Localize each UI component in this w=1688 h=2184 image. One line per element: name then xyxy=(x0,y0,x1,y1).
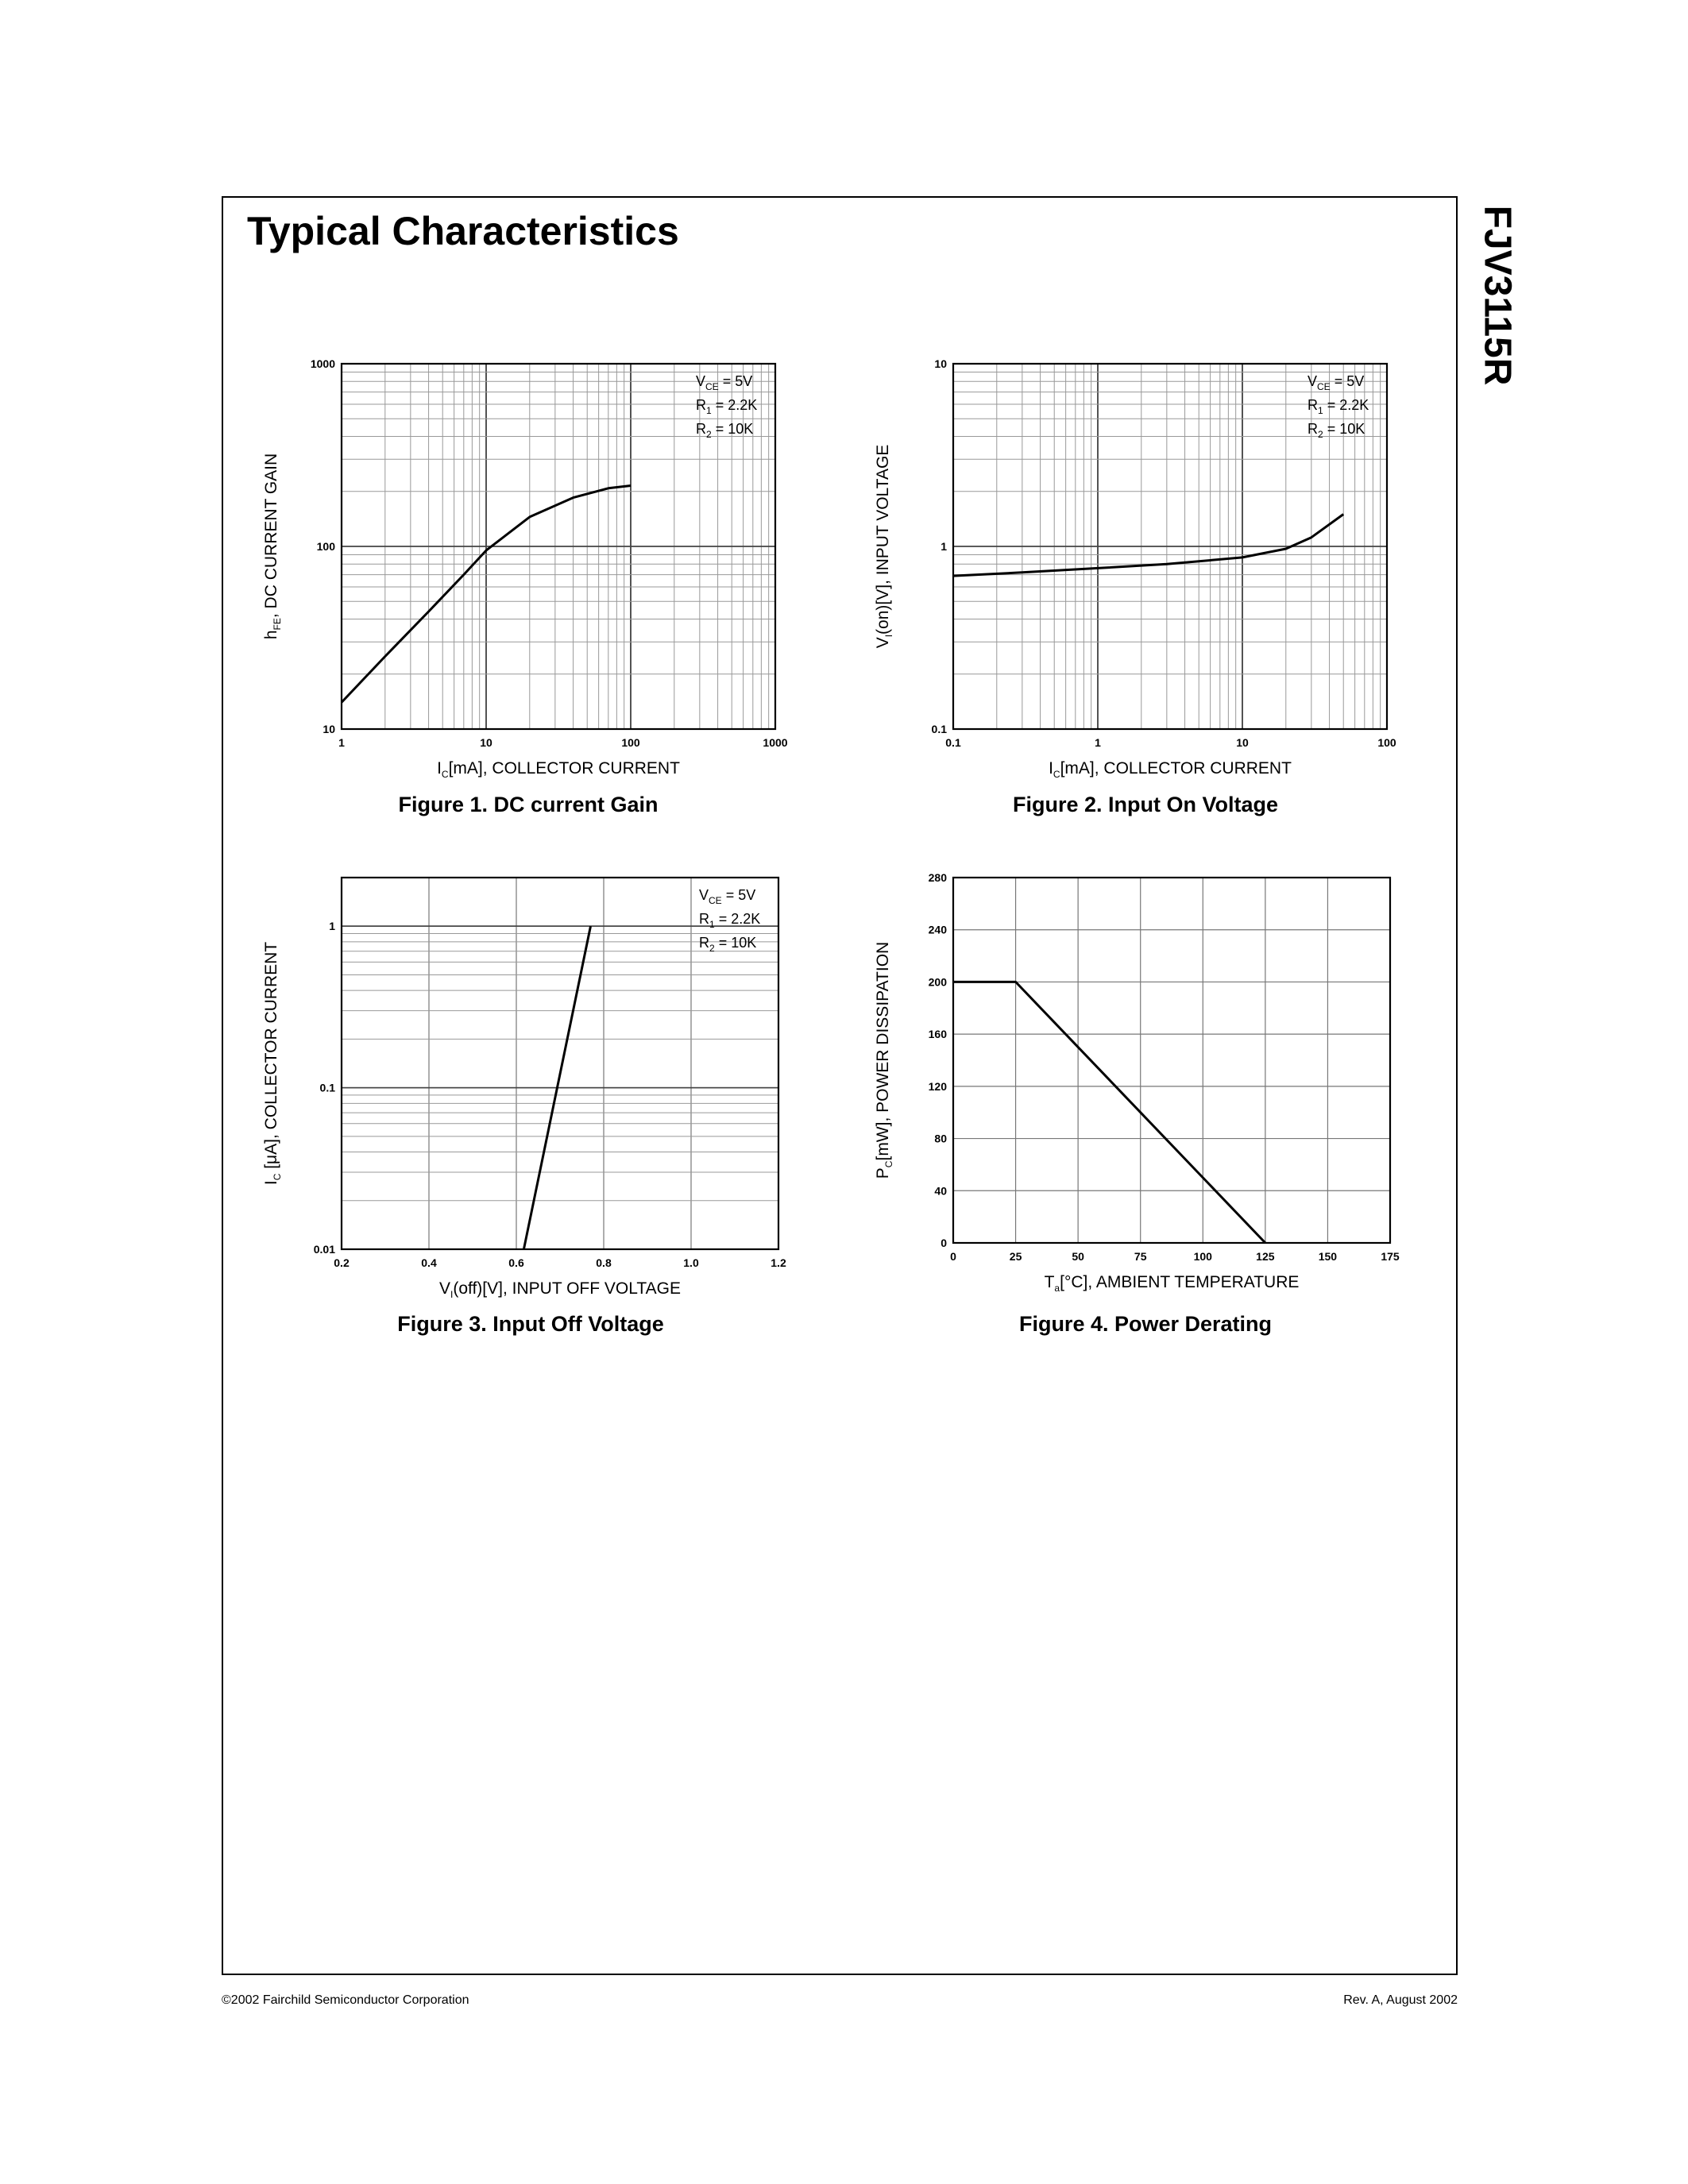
x-tick-label: 1.2 xyxy=(771,1256,786,1269)
y-tick-label: 160 xyxy=(928,1028,947,1041)
x-axis-label: $I_C[mA]$, COLLECTOR CURRENT xyxy=(1049,759,1292,780)
condition-label: $V_{CE} = 5V$ xyxy=(696,373,753,392)
y-tick-label: 0.01 xyxy=(313,1243,335,1256)
y-tick-label: 100 xyxy=(316,540,335,553)
condition-label: $R_1 = 2.2K$ xyxy=(696,397,758,416)
y-tick-label: 0.1 xyxy=(931,723,947,735)
y-tick-label: 10 xyxy=(934,357,947,370)
x-tick-label: 0.6 xyxy=(508,1256,524,1269)
y-tick-label: 40 xyxy=(934,1184,947,1198)
x-axis-label: $V_I(off)[V]$, INPUT OFF VOLTAGE xyxy=(438,1279,682,1300)
x-tick-label: 1.0 xyxy=(683,1256,699,1269)
y-tick-label: 280 xyxy=(928,871,947,884)
condition-label: $R_1 = 2.2K$ xyxy=(1308,397,1369,416)
condition-label: $V_{CE} = 5V$ xyxy=(699,887,756,906)
x-tick-label: 0.1 xyxy=(945,736,961,749)
figure-1-grid xyxy=(342,364,775,729)
x-tick-label: 0 xyxy=(950,1250,956,1263)
series-line xyxy=(953,982,1265,1243)
footer-copyright: ©2002 Fairchild Semiconductor Corporation xyxy=(222,1993,469,2007)
figure-1-chart xyxy=(254,341,810,786)
figure-2-chart xyxy=(866,341,1422,786)
condition-label: $V_{CE} = 5V$ xyxy=(1308,373,1365,392)
x-tick-label: 0.2 xyxy=(334,1256,350,1269)
y-tick-label: 0.1 xyxy=(319,1081,335,1094)
x-tick-label: 10 xyxy=(480,736,492,749)
y-axis-label: $I_C$ [μA], COLLECTOR CURRENT xyxy=(262,941,283,1186)
y-tick-label: 240 xyxy=(928,923,947,936)
x-tick-label: 10 xyxy=(1236,736,1249,749)
x-tick-label: 100 xyxy=(1193,1250,1212,1263)
figure-4-chart xyxy=(866,858,1422,1310)
x-tick-label: 1 xyxy=(338,736,345,749)
x-tick-label: 75 xyxy=(1134,1250,1147,1263)
figure-4-caption: Figure 4. Power Derating xyxy=(1018,1312,1273,1336)
series-line xyxy=(953,515,1343,577)
x-tick-label: 25 xyxy=(1009,1250,1022,1263)
y-axis-label: $h_{FE}$, DC CURRENT GAIN xyxy=(262,453,283,640)
condition-label: $R_2 = 10K$ xyxy=(699,935,757,954)
y-tick-label: 200 xyxy=(928,975,947,989)
x-tick-label: 0.4 xyxy=(421,1256,437,1269)
footer-revision: Rev. A, August 2002 xyxy=(1343,1993,1458,2007)
x-tick-label: 125 xyxy=(1256,1250,1275,1263)
figure-2-grid xyxy=(953,364,1387,729)
y-tick-label: 80 xyxy=(934,1132,947,1145)
y-tick-label: 1000 xyxy=(310,357,335,370)
x-tick-label: 150 xyxy=(1318,1250,1338,1263)
figure-3-grid xyxy=(342,878,778,1249)
condition-label: $R_2 = 10K$ xyxy=(696,421,754,440)
plot-frame xyxy=(953,878,1390,1243)
figure-3-caption: Figure 3. Input Off Voltage xyxy=(397,1312,664,1336)
y-axis-label: $V_I(on)[V]$, INPUT VOLTAGE xyxy=(874,444,894,649)
figure-1-caption: Figure 1. DC current Gain xyxy=(398,793,659,816)
figure-4-grid xyxy=(953,878,1390,1243)
x-tick-label: 0.8 xyxy=(596,1256,612,1269)
x-axis-label: $T_a[^\circ C]$, AMBIENT TEMPERATURE xyxy=(1044,1273,1300,1294)
y-tick-label: 10 xyxy=(323,723,335,735)
part-number-tab xyxy=(1458,196,1537,395)
figure-3-chart xyxy=(254,858,810,1310)
x-tick-label: 100 xyxy=(621,736,640,749)
x-tick-label: 100 xyxy=(1377,736,1396,749)
x-tick-label: 1000 xyxy=(763,736,788,749)
part-number: FJV3115R xyxy=(1476,205,1519,386)
x-tick-label: 175 xyxy=(1381,1250,1400,1263)
condition-label: $R_1 = 2.2K$ xyxy=(699,911,761,930)
condition-label: $R_2 = 10K$ xyxy=(1308,421,1365,440)
y-tick-label: 1 xyxy=(329,920,335,933)
page-title: Typical Characteristics xyxy=(247,209,679,253)
y-tick-label: 120 xyxy=(928,1079,947,1093)
x-axis-label: $I_C[mA]$, COLLECTOR CURRENT xyxy=(437,759,680,780)
y-axis-label: $P_C[mW]$, POWER DISSIPATION xyxy=(874,941,894,1179)
y-tick-label: 1 xyxy=(941,540,947,553)
figure-2-caption: Figure 2. Input On Voltage xyxy=(1012,793,1278,816)
x-tick-label: 1 xyxy=(1095,736,1101,749)
y-tick-label: 0 xyxy=(941,1237,947,1249)
x-tick-label: 50 xyxy=(1072,1250,1084,1263)
